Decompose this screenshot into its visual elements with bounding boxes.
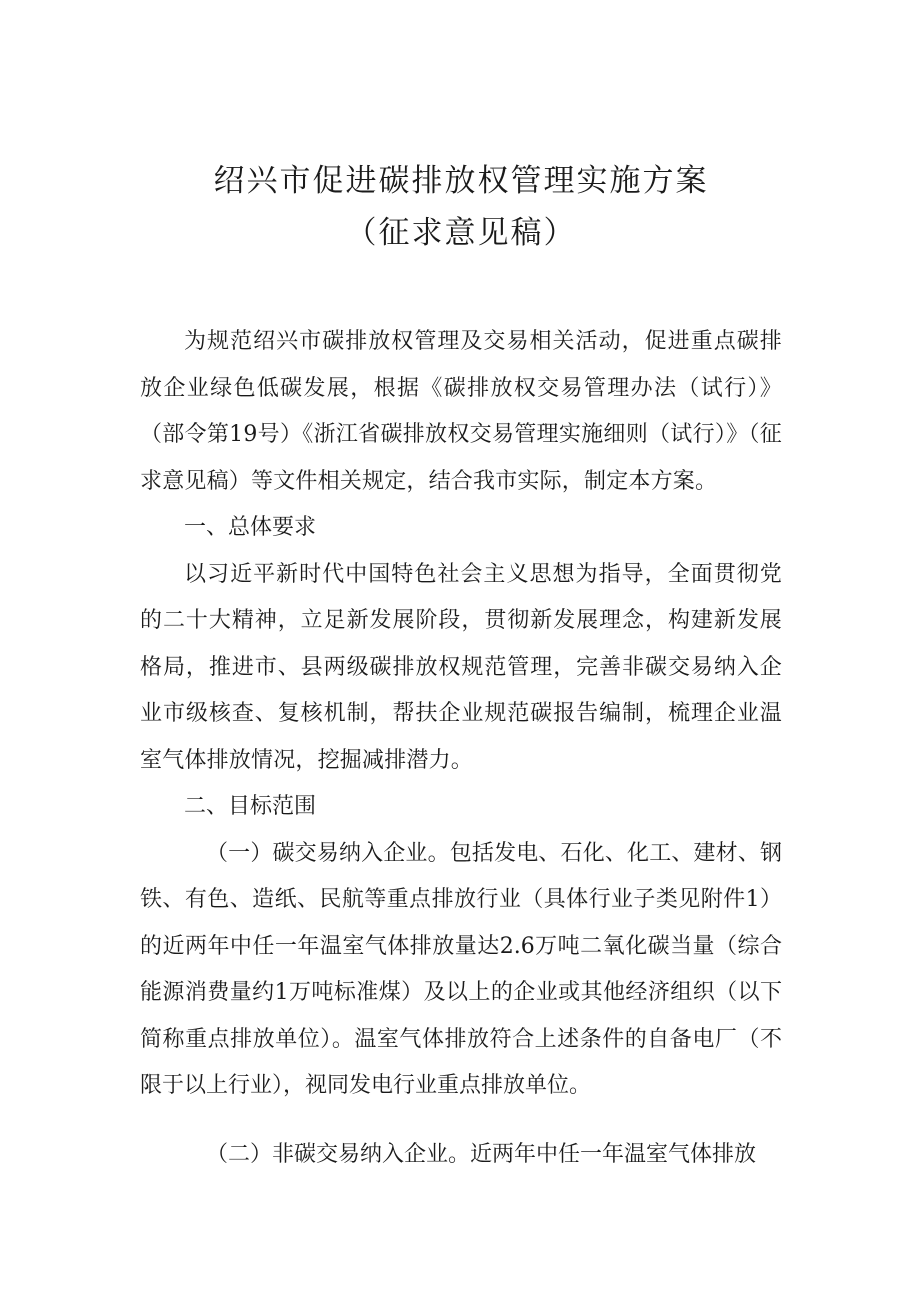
intro-paragraph: 为规范绍兴市碳排放权管理及交易相关活动，促进重点碳排放企业绿色低碳发展，根据《碳排放权交易管理办法（试行）》（部令第19号）《浙江省碳排放权交易管理实施细则（试行）》（征求意见稿）等文件相关规定，结合我市实际，制定本方案。 xyxy=(140,329,782,494)
section-heading-target-scope: 二、目标范围 xyxy=(184,794,317,819)
target-scope-item-2: （二）非碳交易纳入企业。近两年中任一年温室气体排放 xyxy=(206,1141,757,1167)
paragraph-gap xyxy=(140,1110,782,1132)
section-heading-general-requirements: 一、总体要求 xyxy=(184,515,317,540)
general-requirements-paragraph: 以习近平新时代中国特色社会主义思想为指导，全面贯彻党的二十大精神，立足新发展阶段，贯彻新发展理念，构建新发展格局，推进市、县两级碳排放权规范管理，完善非碳交易纳入企业市级核查、复核机制，帮扶企业规范碳报告编制，梳理企业温室气体排放情况，挖掘减排潜力。 xyxy=(140,561,782,773)
document-title: 绍兴市促进碳排放权管理实施方案 xyxy=(213,163,709,199)
target-scope-item-1: （一）碳交易纳入企业。包括发电、石化、化工、建材、钢铁、有色、造纸、民航等重点排放行业（具体行业子类见附件1）的近两年中任一年温室气体排放量达2.6万吨二氧化碳当量（综合能源消费量约1万吨标准煤）及以上的企业或其他经济组织（以下简称重点排放单位）。温室气体排放符合上述条件的自备电厂（不限于以上行业），视同发电行业重点排放单位。 xyxy=(140,840,782,1098)
document-subtitle: （征求意见稿） xyxy=(345,215,577,251)
